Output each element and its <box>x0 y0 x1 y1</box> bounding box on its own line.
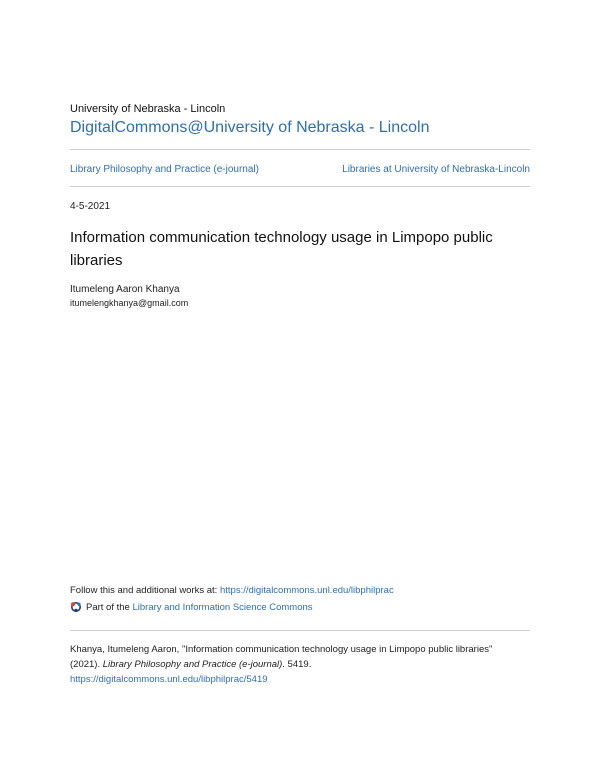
institution-name: University of Nebraska - Lincoln <box>70 103 226 115</box>
part-of-line <box>70 601 313 613</box>
citation-url-link[interactable]: https://digitalcommons.unl.edu/libphilprac/5419 <box>70 674 268 685</box>
discipline-commons-link[interactable]: Library and Information Science Commons <box>132 601 313 613</box>
follow-prefix: Follow this and additional works at: <box>70 585 220 596</box>
citation-number: . 5419. <box>282 659 312 670</box>
collection-link[interactable]: Libraries at University of Nebraska-Lincoln <box>342 164 530 175</box>
divider <box>70 149 530 150</box>
part-of-prefix: Part of the <box>86 601 130 613</box>
series-link[interactable]: Library Philosophy and Practice (e-journal) <box>70 164 259 175</box>
author-email: itumelengkhanya@gmail.com <box>70 298 189 308</box>
follow-link[interactable]: https://digitalcommons.unl.edu/libphilprac <box>219 585 394 596</box>
follow-line <box>70 585 394 596</box>
repository-title-link[interactable]: DigitalCommons@University of Nebraska - Lincoln <box>70 119 430 136</box>
citation-year: (2021). <box>70 659 103 670</box>
citation-block <box>70 642 530 687</box>
author-name: Itumeleng Aaron Khanya <box>70 284 180 295</box>
publication-date: 4-5-2021 <box>70 201 111 212</box>
article-title: Information communication technology usage in Limpopo public libraries <box>70 229 493 269</box>
citation-text: Khanya, Itumeleng Aaron, "Information communication technology usage in Limpopo public libraries" <box>70 644 493 655</box>
network-commons-icon <box>70 601 82 613</box>
divider <box>70 630 530 631</box>
divider <box>70 186 530 187</box>
citation-journal: Library Philosophy and Practice (e-journal) <box>102 659 283 670</box>
